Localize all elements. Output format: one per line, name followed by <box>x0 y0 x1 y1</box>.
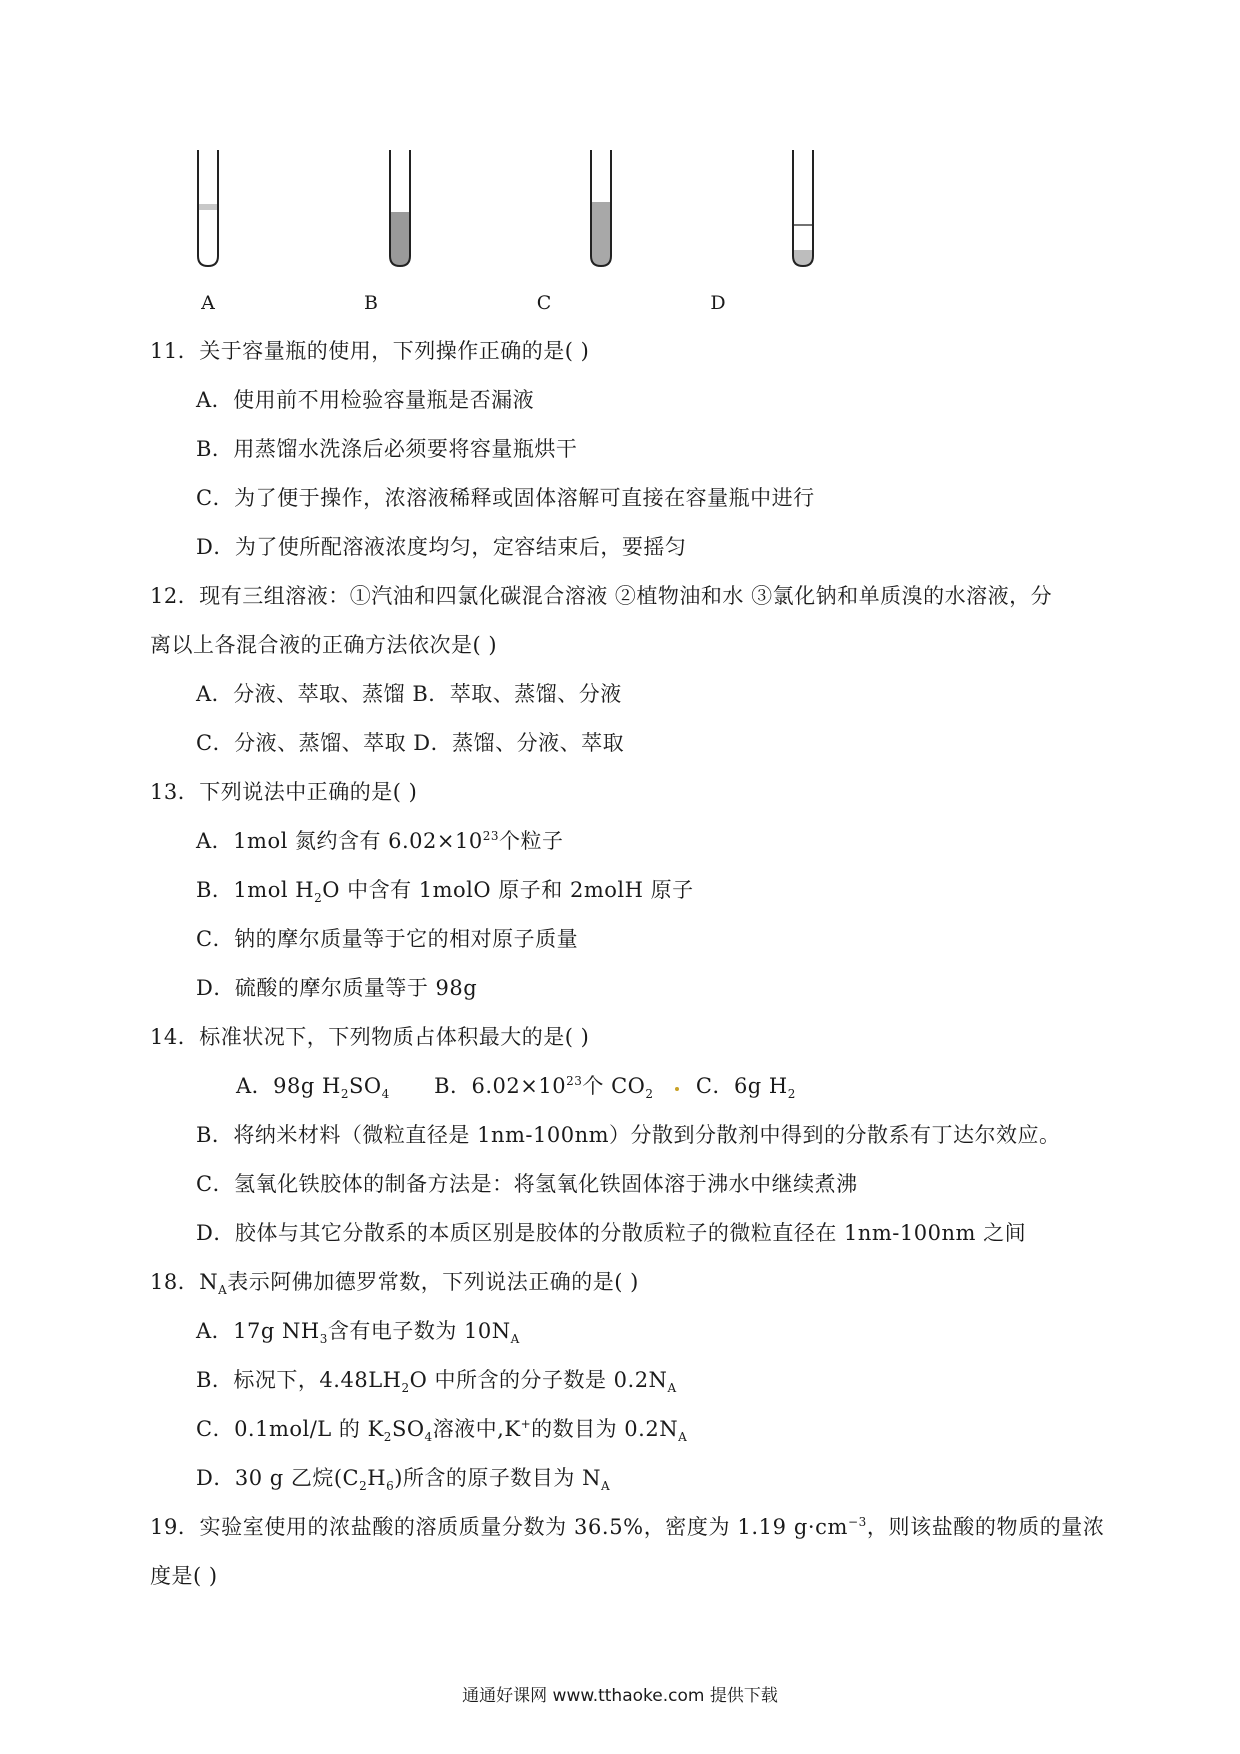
q18-stem-sub: A <box>218 1283 228 1298</box>
q18-b-sub2: A <box>667 1381 677 1396</box>
q18-c-mid3: 的数目为 0.2N <box>531 1417 679 1441</box>
question-17-option-b: B．将纳米材料（微粒直径是 1nm-100nm）分散到分散剂中得到的分散系有丁达尔效应。 <box>196 1123 1061 1147</box>
question-18-stem <box>150 1270 639 1298</box>
question-11-option-b: B．用蒸馏水洗涤后必须要将容量瓶烘干 <box>196 437 578 461</box>
page-footer: 通通好课网 www.tthaoke.com 提供下载 <box>462 1686 778 1706</box>
q14-b-sup: 23 <box>566 1074 583 1088</box>
q13-b-sub: 2 <box>314 891 323 906</box>
q18-c-sub2: 4 <box>424 1430 433 1445</box>
q14-a-sub1: 2 <box>340 1087 349 1102</box>
question-18-option-c <box>196 1417 688 1445</box>
liquid-level-b <box>390 212 410 266</box>
question-18-option-a <box>196 1319 520 1347</box>
q14-a-mid: SO <box>348 1074 382 1098</box>
q14-b-text: B．6.02×10 <box>434 1074 567 1098</box>
question-11-option-a: A．使用前不用检验容量瓶是否漏液 <box>196 388 535 412</box>
q18-d-mid2: )所含的原子数目为 N <box>394 1466 601 1490</box>
question-12-stem-line2: 离以上各混合液的正确方法依次是( ) <box>150 633 498 657</box>
liquid-level-a <box>198 204 218 210</box>
question-19-stem-line2: 度是( ) <box>150 1564 218 1588</box>
question-12-stem-line1: 12．现有三组溶液：①汽油和四氯化碳混合溶液 ②植物油和水 ③氯化钠和单质溴的水溶液，分 <box>150 584 1053 608</box>
question-19-stem-line1 <box>150 1517 1105 1538</box>
question-18-option-d <box>196 1466 611 1494</box>
tube-label-a: A <box>201 292 215 314</box>
q18-stem-text: 18．N <box>150 1270 219 1294</box>
q19-text: 19．实验室使用的浓盐酸的溶质质量分数为 36.5%，密度为 1.19 g·cm <box>150 1515 849 1539</box>
q18-d-sub2: 6 <box>386 1479 395 1494</box>
q19-text-end: ，则该盐酸的物质的量浓 <box>866 1515 1105 1539</box>
q18-c-mid2: 溶液中,K <box>432 1417 521 1441</box>
q14-c-sub: 2 <box>787 1087 796 1102</box>
question-11-option-d: D．为了使所配溶液浓度均匀，定容结束后，要摇匀 <box>196 535 687 559</box>
q18-b-sub: 2 <box>401 1381 410 1396</box>
q18-c-sub3: A <box>678 1430 688 1445</box>
test-tube-a <box>196 150 220 268</box>
q18-a-mid: 含有电子数为 10N <box>327 1319 511 1343</box>
q18-d-text: D．30 g 乙烷(C <box>196 1466 360 1490</box>
q18-c-sup: + <box>520 1417 532 1431</box>
tube-label-d: D <box>710 292 726 314</box>
test-tube-d <box>791 150 815 268</box>
question-17-option-c: C．氢氧化铁胶体的制备方法是：将氢氧化铁固体溶于沸水中继续煮沸 <box>196 1172 858 1196</box>
q14-a-sub2: 4 <box>381 1087 390 1102</box>
q13-a-sup: 23 <box>482 829 500 843</box>
q14-option-b <box>434 1074 654 1102</box>
q13-b-text-end: O 中含有 1molO 原子和 2molH 原子 <box>322 878 694 902</box>
q18-a-sub2: A <box>510 1332 520 1347</box>
q18-c-text: C．0.1mol/L 的 K <box>196 1417 384 1441</box>
q13-a-text: A．1mol 氮约含有 6.02×10 <box>196 829 483 853</box>
q18-stem-text-end: 表示阿佛加德罗常数，下列说法正确的是( ) <box>227 1270 639 1294</box>
q18-b-mid: O 中所含的分子数是 0.2N <box>409 1368 668 1392</box>
q14-option-c <box>695 1074 796 1102</box>
q18-c-sub1: 2 <box>383 1430 392 1445</box>
question-18-option-b <box>196 1368 677 1396</box>
q14-b-sub: 2 <box>645 1087 654 1102</box>
q13-a-text-end: 个粒子 <box>499 829 564 853</box>
q14-a-text: A．98g H <box>236 1074 341 1098</box>
question-12-options-cd: C．分液、蒸馏、萃取 D．蒸馏、分液、萃取 <box>196 731 625 755</box>
tube-label-b: B <box>364 292 378 314</box>
q18-b-text: B．标况下，4.48LH <box>196 1368 402 1392</box>
test-tube-c <box>589 150 613 268</box>
q18-a-text: A．17g NH <box>196 1319 320 1343</box>
test-tube-b <box>388 150 412 268</box>
question-13-stem: 13．下列说法中正确的是( ) <box>150 780 418 804</box>
q14-c-text: C．6g H <box>695 1074 788 1098</box>
q18-d-sub3: A <box>600 1479 611 1494</box>
liquid-level-c <box>591 202 611 266</box>
q18-d-sub1: 2 <box>359 1479 368 1494</box>
q14-b-mid: 个 CO <box>582 1074 646 1098</box>
question-12-options-ab: A．分液、萃取、蒸馏 B．萃取、蒸馏、分液 <box>196 682 622 706</box>
question-17-option-d: D．胶体与其它分散系的本质区别是胶体的分散质粒子的微粒直径在 1nm-100nm 之间 <box>196 1221 1027 1245</box>
q18-a-sub: 3 <box>319 1332 328 1347</box>
question-13-option-d: D．硫酸的摩尔质量等于 98g <box>196 976 478 1000</box>
tube-label-c: C <box>536 292 552 314</box>
q14-option-a <box>236 1074 390 1102</box>
q13-b-text: B．1mol H <box>196 878 315 902</box>
question-14-options <box>236 1074 796 1102</box>
question-13-option-b <box>196 878 694 906</box>
q18-c-mid1: SO <box>391 1417 425 1441</box>
q18-d-mid1: H <box>367 1466 387 1490</box>
question-14-stem: 14．标准状况下，下列物质占体积最大的是( ) <box>150 1025 590 1049</box>
stray-dot <box>675 1087 679 1091</box>
question-13-option-a <box>196 831 564 852</box>
q19-sup: −3 <box>848 1515 867 1529</box>
question-11-option-c: C．为了便于操作，浓溶液稀释或固体溶解可直接在容量瓶中进行 <box>196 486 815 510</box>
test-tube-figure <box>0 150 1240 314</box>
question-13-option-c: C．钠的摩尔质量等于它的相对原子质量 <box>196 927 579 951</box>
question-11-stem: 11．关于容量瓶的使用，下列操作正确的是( ) <box>150 339 590 363</box>
